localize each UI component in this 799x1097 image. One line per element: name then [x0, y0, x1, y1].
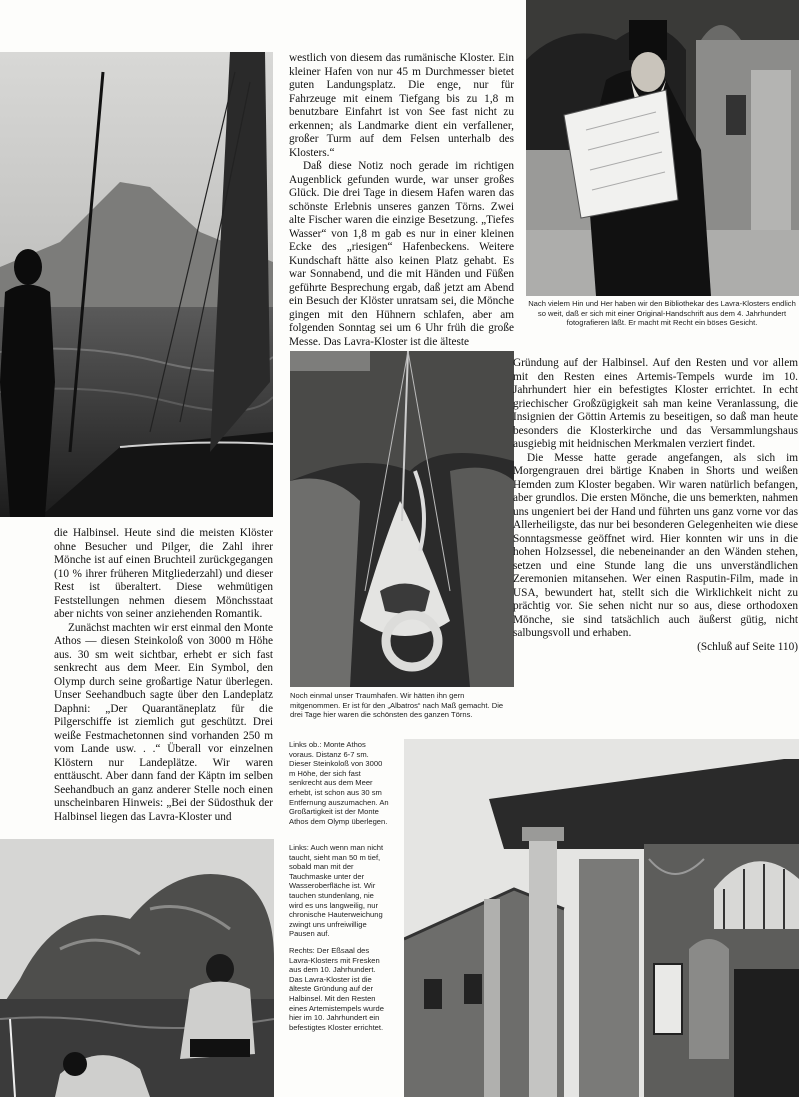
caption-text: Links: Auch wenn man nicht taucht, sieht man 50 m tief, sobald man mit der Tauchmaske unter der Wasseroberfläche ist. Wir tauchen stundenlang, nie wird es uns langweilig, nur chronische Hauterweichung zwingt uns unfreiwillige Pausen auf.	[289, 843, 384, 939]
caption-harbor	[290, 691, 514, 720]
caption-text: Nach vielem Hin und Her haben wir den Bibliothekar des Lavra-Klosters endlich so weit, daß er sich mit einer Original-Handschrift aus dem 4. Jahrhundert fotografieren läßt. Er macht mit Recht ein böses Gesicht.	[528, 299, 796, 328]
photo-yacht-in-harbor	[290, 351, 514, 687]
article-column-middle	[289, 52, 514, 349]
photo-monk-with-manuscript	[526, 0, 799, 296]
caption-monte-athos	[289, 740, 389, 826]
caption-monk	[527, 299, 797, 328]
article-paragraph: Gründung auf der Halbinsel. Auf den Resten und vor allem mit den Resten eines Artemis-Tempels wurde im 10. Jahrhundert hier ein befestigtes Kloster errichtet. In echt griechischer Großzügigkeit sah man keine Veranlassung, die Insignien der Göttin Artemis zu beseitigen, so daß man heute besonders die Klosterkirche und das Versammlungshaus ausgiebig mit heidnischen Merkmalen verziert findet.	[513, 357, 798, 450]
article-paragraph: westlich von diesem das rumänische Kloster. Ein kleiner Hafen von nur 45 m Durchmesser bietet guten Landungsplatz. Die enge, nur für Fahrzeuge mit einem Tiefgang bis zu 1,8 m benutzbare Einfahrt ist von See fast nicht zu erkennen; als Landmarke dient ein verfallener, großer Turm auf dem Felsen unterhalb des Klosters.“	[289, 52, 514, 159]
article-column-left	[54, 527, 273, 824]
article-paragraph: Die Messe hatte gerade angefangen, als sich im Morgengrauen drei bärtige Knaben in Shorts und weißen Hemden zum Kloster begaben. Wir waren natürlich befangen, aber grundlos. Die ersten Mönche, die uns bemerkten, nahmen uns ungeniert bei der Hand und führten uns ganz vorne vor das Allerheiligste, das nur bei besonderen Gelegenheiten wie diese Sonntagsmesse geöffnet wird. Hier konnten wir uns in die hohen Holzsessel, die nebeneinander an den Wänden stehen, setzen und eine Stunde lang die uns unverständlichen Zeremonien mitansehen. Wer einen Rasputin-Film, made in USA, bewundert hat, stellt sich die Wirklichkeit nicht zu prächtig vor. Sie sehen nicht nur so aus, diese orthodoxen Mönche, sie sind tatsächlich auch äußerst gütig, nicht salbungsvoll und erhaben.	[513, 451, 798, 639]
caption-diving	[289, 843, 389, 939]
photo-lavra-refectory	[404, 739, 799, 1097]
article-paragraph: Daß diese Notiz noch gerade im richtigen Augenblick gefunden wurde, war unser großes Glück. Die drei Tage in diesem Hafen waren das schönste Erlebnis unseres ganzen Törns. Zwei alte Fischer waren die einzige Besetzung. „Tiefes Wasser“ von 1,8 m gab es nur in einer kleinen Ecke des „riesigen“ Hafenbeckens. Weitere Kundschaft hätte also keinen Platz gehabt. Es war Sonnabend, und die mit Händen und Füßen geführte Besprechung ergab, daß jetzt am Abend ein Besuch der Klöster unratsam sei, die Mönche gingen mit den Hühnern schlafen, aber am folgenden Sonntag sei um 6 Uhr früh die große Messe. Das Lavra-Kloster ist die älteste	[289, 160, 514, 348]
caption-text: Rechts: Der Eßsaal des Lavra-Klosters mit Fresken aus dem 10. Jahrhundert. Das Lavra-Kloster ist die älteste Gründung auf der Halbinsel. Mit den Resten eines Artemistempels wurde hier im 10. Jahrhundert ein befestigtes Kloster errichtet.	[289, 946, 384, 1032]
article-column-right	[513, 357, 798, 654]
caption-text: Links ob.: Monte Athos voraus. Distanz 6-7 sm. Dieser Steinkoloß von 3000 m Höhe, der sich fast senkrecht aus dem Meer erhebt, ist schon aus 30 sm Entfernung auszumachen. An Großartigkeit ist der Monte Athos dem Olymp überlegen.	[289, 740, 389, 826]
article-paragraph: die Halbinsel. Heute sind die meisten Klöster ohne Besucher und Pilger, die Zahl ihrer Mönche ist auf einen Bruchteil zurückgegangen (10 % ihrer früheren Mitgliederzahl) und dieser Rest ist überaltert. Diese wehmütigen Feststellungen nehmen diesem Mönchsstaat aber nichts von seiner anziehenden Romantik.	[54, 527, 273, 620]
caption-refectory	[289, 946, 389, 1032]
continuation-note: (Schluß auf Seite 110)	[697, 640, 798, 653]
article-paragraph: Zunächst machten wir erst einmal den Monte Athos — diesen Steinkoloß von 3000 m Höhe aus. 30 sm weit sichtbar, erhebt er sich fast senkrecht aus dem Meer. Ein Symbol, den Olymp durch seine großartige Natur überlegen. Unser Seehandbuch sagte über den Landeplatz Daphni: „Der Quarantäneplatz für die Pilgerschiffe ist ziemlich gut geschützt. Drei weiße Festmachetonnen sind vorhanden 250 m vom Lande usw. . .“ Überall vor einzelnen Klöstern nur Landeplätze. Wir waren enttäuscht. Aber dann fand der Käptn im selben Seehandbuch an ganz anderer Stelle noch einen unscheinbaren Hinweis: „Bei der Südosthuk der Halbinsel liegen das Lavra-Kloster und	[54, 621, 273, 823]
caption-text: Noch einmal unser Traumhafen. Wir hätten ihn gern mitgenommen. Er ist für den „Albatros“ nach Maß gemacht. Die drei Tage hier waren die schönsten des ganzen Törns.	[290, 691, 504, 720]
photo-monte-athos-sailing	[0, 52, 273, 517]
photo-divers-rocky-coast	[0, 839, 274, 1097]
